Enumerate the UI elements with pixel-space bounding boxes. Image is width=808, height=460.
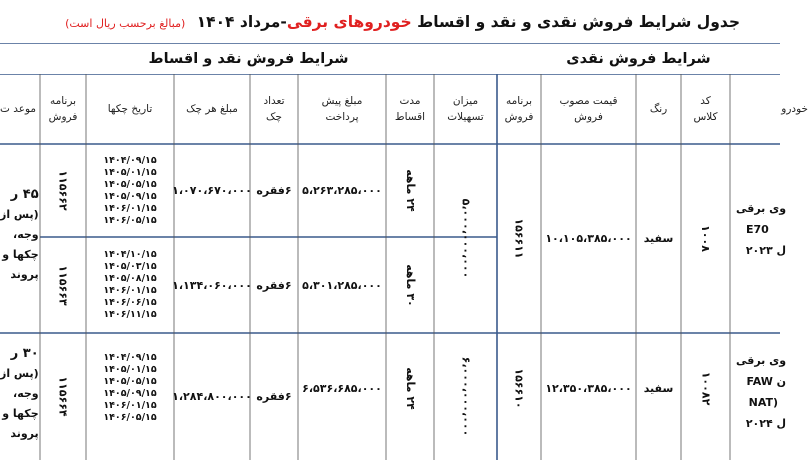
car1-model: وی برقی E70 ل ۲۰۲۳ [736,202,787,257]
car1-plan2-cheque-count: ۶فقره [256,278,292,292]
date-item: ۱۴۰۵/۰۱/۱۵ [103,166,157,178]
date-item: ۱۴۰۵/۰۸/۱۵ [103,273,157,284]
car2-plan1-program: ۱۱۵۶۶۴ [56,376,70,417]
car1-class-code: ۱۰۰۸ [699,225,713,252]
car1-plan1-down-payment: ۵،۲۶۳،۲۸۵،۰۰۰ [302,184,382,197]
section-cash: شرایط فروش نقدی [497,44,780,74]
header-cheque-count: تعداد چک [263,95,285,123]
date-item: ۱۴۰۵/۰۳/۱۵ [103,261,157,272]
car1-plan2-cheque-amount: ۱،۱۳۴،۰۶۰،۰۰۰ [172,278,252,292]
date-item: ۱۴۰۵/۰۵/۱۵ [103,178,157,190]
date-item: ۱۴۰۴/۰۹/۱۵ [103,154,157,166]
car2-delivery: ۳۰ ر (پس از وجه، چکها و پروند [0,346,39,440]
date-item: ۱۴۰۶/۰۶/۱۵ [103,297,157,308]
date-item: ۱۴۰۶/۱۱/۱۵ [103,309,157,320]
header-cheque-dates: تاریخ چکها [107,103,153,115]
header-term: مدت اقساط [394,95,426,123]
date-item: ۱۴۰۵/۰۵/۱۵ [103,376,157,387]
car2-model: وی برقی ن FAW (NAT ل ۲۰۲۴ [736,354,787,430]
car2-class-code: ۱۰۰۸۲ [699,371,713,405]
car1-plan1-cheque-count: ۶فقره [256,184,292,197]
car1-plan1-term: ۲۴ ماهه [403,169,417,212]
date-item: ۱۴۰۶/۰۱/۱۵ [103,202,157,214]
car1-plan2-term: ۳۰ ماهه [403,263,417,307]
header-cheque-amount: مبلغ هر چک [186,103,238,115]
car2-price: ۱۲،۳۵۰،۳۸۵،۰۰۰ [545,381,632,395]
header-delivery: موعد ت [0,103,37,115]
car1-plan1-dates [86,144,174,237]
header-facility: میزان تسهیلات [447,95,484,123]
car1-plan2-dates [86,237,174,333]
car2-plan1-dates [86,333,174,443]
date-item: ۱۴۰۶/۰۱/۱۵ [103,400,157,411]
car2-plan1-term: ۲۴ ماهه [403,366,417,410]
header-color: رنگ [649,103,668,115]
car1-plan1-program: ۱۱۵۶۶۲ [56,170,70,211]
car1-price: ۱۰،۱۰۵،۳۸۵،۰۰۰ [545,232,632,245]
date-item: ۱۴۰۵/۰۹/۱۵ [103,190,157,202]
title-highlight: خودروهای برقی [286,13,412,31]
title-suffix: -مرداد ۱۴۰۴ [196,13,287,31]
header-model: خودرو [781,103,808,115]
car2-cash-program: ۱۵۶۶۱۰ [512,367,526,409]
header-down-payment: مبلغ پیش پرداخت [321,95,363,123]
car1-cash-program: ۱۵۶۶۱۱ [512,218,526,259]
car1-facility: ۵،۰۰۰،۰۰۰،۰۰۰ [459,198,472,279]
title-note: (مبالغ برحسب ریال است) [65,17,186,30]
car2-color: سفید [643,381,674,395]
header-inst-program: برنامه فروش [48,95,78,123]
date-item: ۱۴۰۴/۰۹/۱۵ [103,352,157,363]
title-main: جدول شرایط فروش نقدی و نقد و اقساط [417,13,740,31]
date-item: ۱۴۰۵/۰۱/۱۵ [103,364,157,375]
date-item: ۱۴۰۶/۰۱/۱۵ [103,285,157,296]
car2-plan1-cheque-count: ۶فقره [256,390,292,403]
date-item: ۱۴۰۶/۰۵/۱۵ [103,412,157,423]
section-installment: شرایط فروش نقد و اقساط [0,44,497,74]
car2-plan1-cheque-amount: ۱،۲۸۴،۸۰۰،۰۰۰ [172,390,252,403]
car1-plan2-down-payment: ۵،۳۰۱،۲۸۵،۰۰۰ [302,278,382,292]
header-cash-program: برنامه فروش [504,95,534,123]
car1-plan1-cheque-amount: ۱،۰۷۰،۶۷۰،۰۰۰ [172,184,252,197]
car2-facility: ۶،۰۰۰،۰۰۰،۰۰۰ [459,356,472,437]
date-item: ۱۴۰۵/۰۹/۱۵ [103,388,157,399]
car1-color: سفید [643,232,674,245]
date-item: ۱۴۰۶/۰۵/۱۵ [103,214,157,226]
date-item: ۱۴۰۴/۱۰/۱۵ [103,249,157,260]
car2-plan1-down-payment: ۶،۵۳۶،۶۸۵،۰۰۰ [302,381,382,395]
header-price: قیمت مصوب فروش [559,95,618,123]
car1-delivery: ۴۵ ر (پس از وجه، چکها و پروند [0,187,39,281]
car1-plan2-program: ۱۱۵۶۶۳ [56,264,70,306]
page-title [0,0,780,44]
header-class-code: کد کلاس [693,95,718,123]
